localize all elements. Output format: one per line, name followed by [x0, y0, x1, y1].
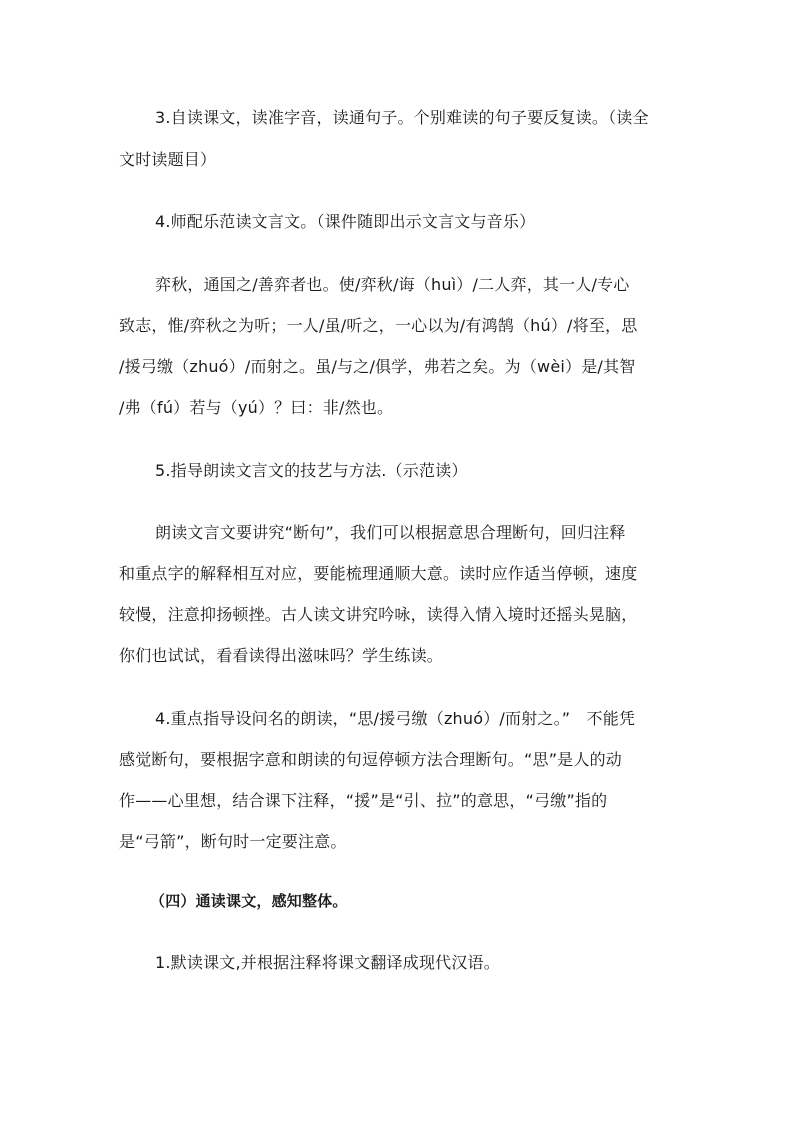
paragraph-line: 朗读文言文要讲究“断句”，我们可以根据意思合理断句，回归注释: [155, 523, 626, 542]
section-heading-bold: （四）通读课文，感知整体。: [150, 892, 348, 910]
section-heading: 4.师配乐范读文言文。（课件随即出示文言文与音乐）: [155, 212, 536, 231]
paragraph-line: 感觉断句，要根据字意和朗读的句逗停顿方法合理断句。“思”是人的动: [119, 750, 622, 769]
classical-text-line: /弗（fú）若与（yú）？曰：非/然也。: [119, 398, 394, 417]
section-heading: 5.指导朗读文言文的技艺与方法.（示范读）: [155, 461, 468, 480]
paragraph-line: 较慢，注意抑扬顿挫。古人读文讲究吟咏，读得入情入境时还摇头晃脑，: [119, 605, 638, 624]
classical-text-line: /援弓缴（zhuó）/而射之。虽/与之/俱学，弗若之矣。为（wèi）是/其智: [119, 357, 636, 376]
paragraph-line: 4.重点指导设问名的朗读，“思/援弓缴（zhuó）/而射之。” 不能凭: [155, 709, 636, 728]
classical-text-line: 弈秋，通国之/善弈者也。使/弈秋/诲（huì）/二人弈，其一人/专心: [155, 275, 630, 294]
paragraph-line: 3.自读课文，读准字音，读通句子。个别难读的句子要反复读。（读全: [155, 108, 649, 127]
paragraph-line: 是“弓箭”，断句时一定要注意。: [119, 832, 347, 851]
paragraph-line: 作——心里想，结合课下注释，“援”是“引、拉”的意思，“弓缴”指的: [119, 791, 608, 810]
classical-text-line: 致志，惟/弈秋之为听；一人/虽/听之，一心以为/有鸿鹄（hú）/将至，思: [119, 316, 638, 335]
paragraph-line: 和重点字的解释相互对应，要能梳理通顺大意。读时应作适当停顿，速度: [119, 564, 638, 583]
paragraph-line: 文时读题目）: [119, 150, 217, 169]
paragraph-line: 你们也试试，看看读得出滋味吗？学生练读。: [119, 646, 444, 665]
paragraph-line: 1.默读课文,并根据注释将课文翻译成现代汉语。: [155, 953, 500, 972]
